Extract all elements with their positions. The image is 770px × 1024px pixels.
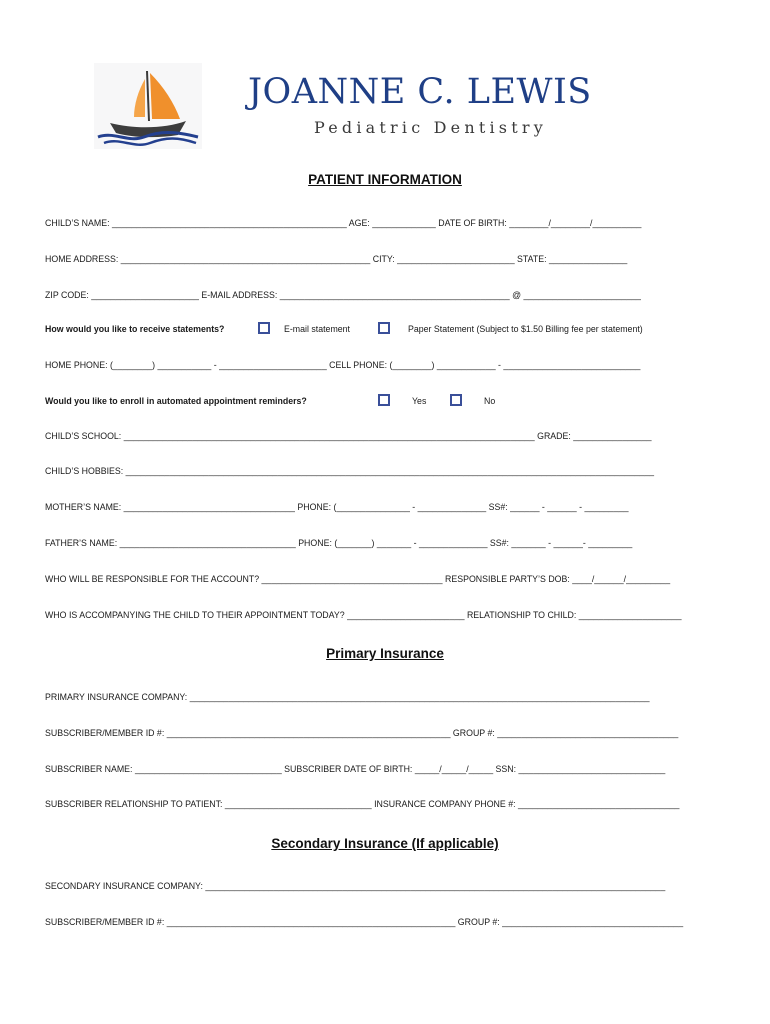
home-cell-phone-line[interactable]: HOME PHONE: (________) ___________ - ______________________ CELL PHONE: (________) ____________ - ____________________________ <box>45 360 641 370</box>
paper-statement-checkbox[interactable] <box>378 322 390 334</box>
reminders-yes-label: Yes <box>412 396 427 406</box>
secondary-company-line[interactable]: SECONDARY INSURANCE COMPANY: ______________________________________________________________________________________________ <box>45 881 666 891</box>
primary-relationship-line[interactable]: SUBSCRIBER RELATIONSHIP TO PATIENT: ______________________________ INSURANCE COMPANY PHONE #: _________________________________ <box>45 799 680 809</box>
mother-line[interactable]: MOTHER’S NAME: ___________________________________ PHONE: (_______________ - ______________ SS#: ______ - ______ - _________ <box>45 502 629 512</box>
father-line[interactable]: FATHER’S NAME: ____________________________________ PHONE: (_______) _______ - ______________ SS#: _______ - ______- _________ <box>45 538 633 548</box>
child-name-line[interactable]: CHILD’S NAME: ________________________________________________ AGE: _____________ DATE OF BIRTH: ________/________/__________ <box>45 218 642 228</box>
child-school-line[interactable]: CHILD’S SCHOOL: ____________________________________________________________________________________ GRADE: ________________ <box>45 431 652 441</box>
primary-subscriber-line[interactable]: SUBSCRIBER NAME: ______________________________ SUBSCRIBER DATE OF BIRTH: _____/_____/_____ SSN: ______________________________ <box>45 764 666 774</box>
secondary-member-id-line[interactable]: SUBSCRIBER/MEMBER ID #: ___________________________________________________________ GROUP #: _____________________________________ <box>45 917 684 927</box>
responsible-party-line[interactable]: WHO WILL BE RESPONSIBLE FOR THE ACCOUNT? _____________________________________ RESPONSIBLE PARTY’S DOB: ____/______/_________ <box>45 574 671 584</box>
home-address-line[interactable]: HOME ADDRESS: ___________________________________________________ CITY: ________________________ STATE: ________________ <box>45 254 628 264</box>
primary-member-id-line[interactable]: SUBSCRIBER/MEMBER ID #: __________________________________________________________ GROUP #: _____________________________________ <box>45 728 679 738</box>
reminders-no-label: No <box>484 396 496 406</box>
child-hobbies-line[interactable]: CHILD’S HOBBIES: ____________________________________________________________________________________________________________ <box>45 466 655 476</box>
reminders-yes-checkbox[interactable] <box>378 394 390 406</box>
reminders-question: Would you like to enroll in automated appointment reminders? <box>45 396 307 406</box>
primary-company-line[interactable]: PRIMARY INSURANCE COMPANY: ______________________________________________________________________________________________ <box>45 692 650 702</box>
secondary-insurance-title: Secondary Insurance (If applicable) <box>271 836 499 851</box>
email-statement-checkbox[interactable] <box>258 322 270 334</box>
email-statement-label: E-mail statement <box>284 324 350 334</box>
primary-insurance-title: Primary Insurance <box>326 646 444 661</box>
paper-statement-label: Paper Statement (Subject to $1.50 Billing fee per statement) <box>408 324 643 334</box>
reminders-no-checkbox[interactable] <box>450 394 462 406</box>
patient-information-title: PATIENT INFORMATION <box>308 172 462 187</box>
sailboat-icon <box>94 63 202 149</box>
accompanying-line[interactable]: WHO IS ACCOMPANYING THE CHILD TO THEIR APPOINTMENT TODAY? ________________________ RELATIONSHIP TO CHILD: _____________________ <box>45 610 682 620</box>
statements-question: How would you like to receive statements? <box>45 324 225 334</box>
practice-subtitle: Pediatric Dentistry <box>314 118 547 137</box>
zip-email-line[interactable]: ZIP CODE: ______________________ E-MAIL ADDRESS: _______________________________________________ @ ________________________ <box>45 290 641 300</box>
practice-logo <box>94 63 202 149</box>
practice-name: JOANNE C. LEWIS <box>248 72 592 112</box>
